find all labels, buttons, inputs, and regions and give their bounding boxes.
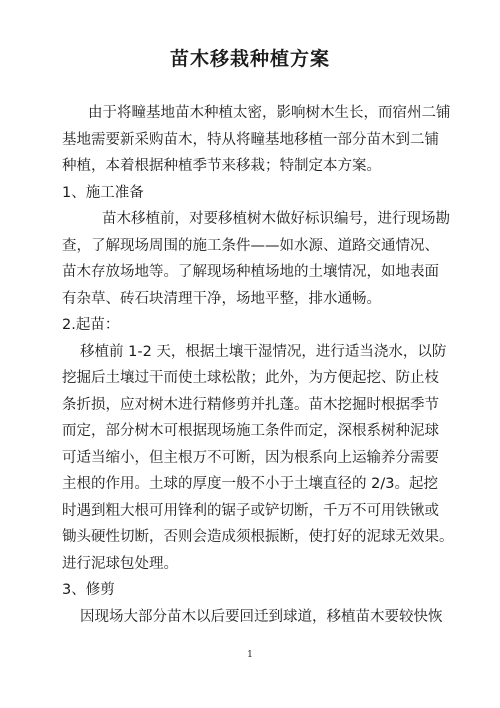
- paragraph-line: 条折损，应对树木进行精修剪并扎蓬。苗木挖掘时根据季节: [62, 396, 439, 413]
- paragraph-line: 挖掘后土壤过干而使土球松散；此外，为方便起挖、防止枝: [62, 370, 439, 386]
- paragraph-line: 可适当缩小，但主根万不可断，因为根系向上运输养分需要: [62, 449, 439, 466]
- paragraph-line: 种植，本着根据种植季节来移栽；特制定本方案。: [62, 158, 381, 174]
- paragraph-line: 而定，部分树木可根据现场施工条件而定，深根系树种泥球: [62, 423, 439, 439]
- paragraph-line: 时遇到粗大根可用锋利的锯子或铲切断，千万不可用铁锹或: [62, 502, 439, 519]
- paragraph-line: 因现场大部分苗木以后要回迁到球道，移植苗木要较快恢: [80, 608, 443, 625]
- document-body: [62, 100, 454, 630]
- document-title: 苗木移栽种植方案: [169, 48, 330, 70]
- paragraph-line: 有杂草、砖石块清理干净，场地平整，排水通畅。: [62, 290, 381, 307]
- paragraph-line: 锄头硬性切断，否则会造成须根振断，使打好的泥球无效果。: [62, 529, 454, 545]
- paragraph-line: 进行泥球包处理。: [62, 555, 178, 572]
- paragraph-line: 查，了解现场周围的施工条件——如水源、道路交通情况、: [62, 237, 439, 254]
- page-number: 1: [247, 650, 253, 660]
- section-heading: 1、施工准备: [62, 184, 144, 201]
- section-heading: 3、修剪: [62, 582, 115, 598]
- paragraph-line: 移植前 1-2 天，根据土壤干湿情况，进行适当浇水，以防: [80, 343, 447, 360]
- paragraph-line: 苗木移植前，对要移植树木做好标识编号，进行现场勘: [102, 211, 450, 227]
- paragraph-line: 由于将疃基地苗木种植太密，影响树木生长，而宿州二铺: [88, 105, 451, 121]
- paragraph-line: 苗木存放场地等。了解现场种植场地的土壤情况，如地表面: [62, 264, 439, 280]
- paragraph-line: 基地需要新采购苗木，特从将疃基地移植一部分苗木到二铺: [62, 131, 439, 148]
- section-heading: 2.起苗：: [62, 317, 120, 333]
- paragraph-line: 主根的作用。土球的厚度一般不小于土壤直径的 2/3。起挖: [62, 476, 438, 492]
